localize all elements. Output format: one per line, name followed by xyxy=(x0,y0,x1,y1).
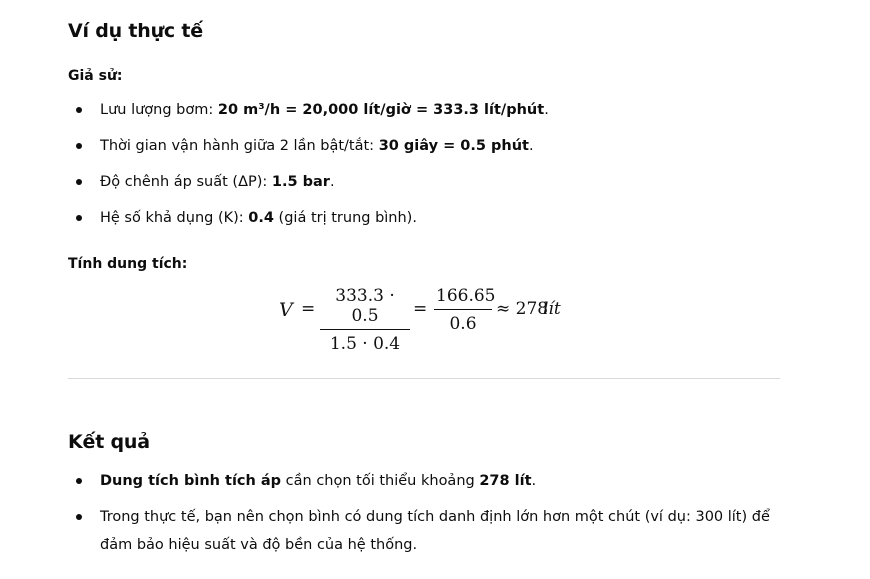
formula-equals: = xyxy=(413,299,428,319)
item-text: Thời gian vận hành giữa 2 lần bật/tắt: xyxy=(100,138,379,154)
item-bold: Dung tích bình tích áp xyxy=(100,473,282,489)
result-list xyxy=(68,467,780,559)
fraction-1 xyxy=(320,286,410,354)
fraction-numerator: 333.3 · 0.5 xyxy=(335,286,395,326)
item-text: . xyxy=(329,174,335,190)
item-bold: 1.5 bar xyxy=(271,174,330,190)
item-text: . xyxy=(529,138,534,154)
formula-lhs: V xyxy=(279,299,293,321)
assumption-list xyxy=(68,96,780,240)
list-item xyxy=(68,96,780,132)
calc-label: Tính dung tích: xyxy=(68,256,188,272)
list-item xyxy=(68,467,780,503)
item-text: . xyxy=(544,102,549,118)
item-text-line1: Trong thực tế, bạn nên chọn bình có dung tích danh định lớn hơn một chút (ví dụ: 300 lít) để xyxy=(100,509,770,525)
divider xyxy=(68,378,780,379)
bullet-icon xyxy=(76,215,82,221)
bullet-icon xyxy=(76,179,82,185)
item-text: Lưu lượng bơm: xyxy=(100,102,218,118)
list-item xyxy=(68,503,780,559)
fraction-bar xyxy=(434,309,492,310)
bullet-icon xyxy=(76,514,82,520)
formula-approx: ≈ 278 xyxy=(496,299,549,319)
item-text: . xyxy=(531,473,537,489)
item-text: Độ chênh áp suất (ΔP): xyxy=(100,174,272,190)
item-text: Hệ số khả dụng (K): xyxy=(100,210,249,226)
item-text: (giá trị trung bình). xyxy=(273,210,417,226)
bullet-icon xyxy=(76,478,82,484)
item-bold: 278 lít xyxy=(479,473,532,489)
bullet-icon xyxy=(76,143,82,149)
formula xyxy=(68,282,780,354)
fraction-denominator: 1.5 · 0.4 xyxy=(329,334,401,354)
item-text-line2: đảm bảo hiệu suất và độ bền của hệ thống. xyxy=(100,537,418,553)
fraction-numerator: 166.65 xyxy=(436,286,496,306)
list-item xyxy=(68,132,780,168)
example-heading: Ví dụ thực tế xyxy=(68,20,203,42)
fraction-denominator: 0.6 xyxy=(449,314,477,334)
item-bold: 20 m³/h = 20,000 lít/giờ = 333.3 lít/phút xyxy=(217,102,545,118)
formula-unit: lít xyxy=(543,299,561,319)
fraction-2 xyxy=(434,286,496,334)
list-item xyxy=(68,168,780,204)
fraction-bar xyxy=(320,329,410,330)
item-text: cần chọn tối thiểu khoảng xyxy=(281,473,480,489)
item-bold: 0.4 xyxy=(248,210,274,226)
assume-label: Giả sử: xyxy=(68,68,123,84)
item-bold: 30 giây = 0.5 phút xyxy=(378,138,529,154)
formula-equals: = xyxy=(301,299,316,319)
result-heading: Kết quả xyxy=(68,431,150,453)
bullet-icon xyxy=(76,107,82,113)
list-item xyxy=(68,204,780,240)
